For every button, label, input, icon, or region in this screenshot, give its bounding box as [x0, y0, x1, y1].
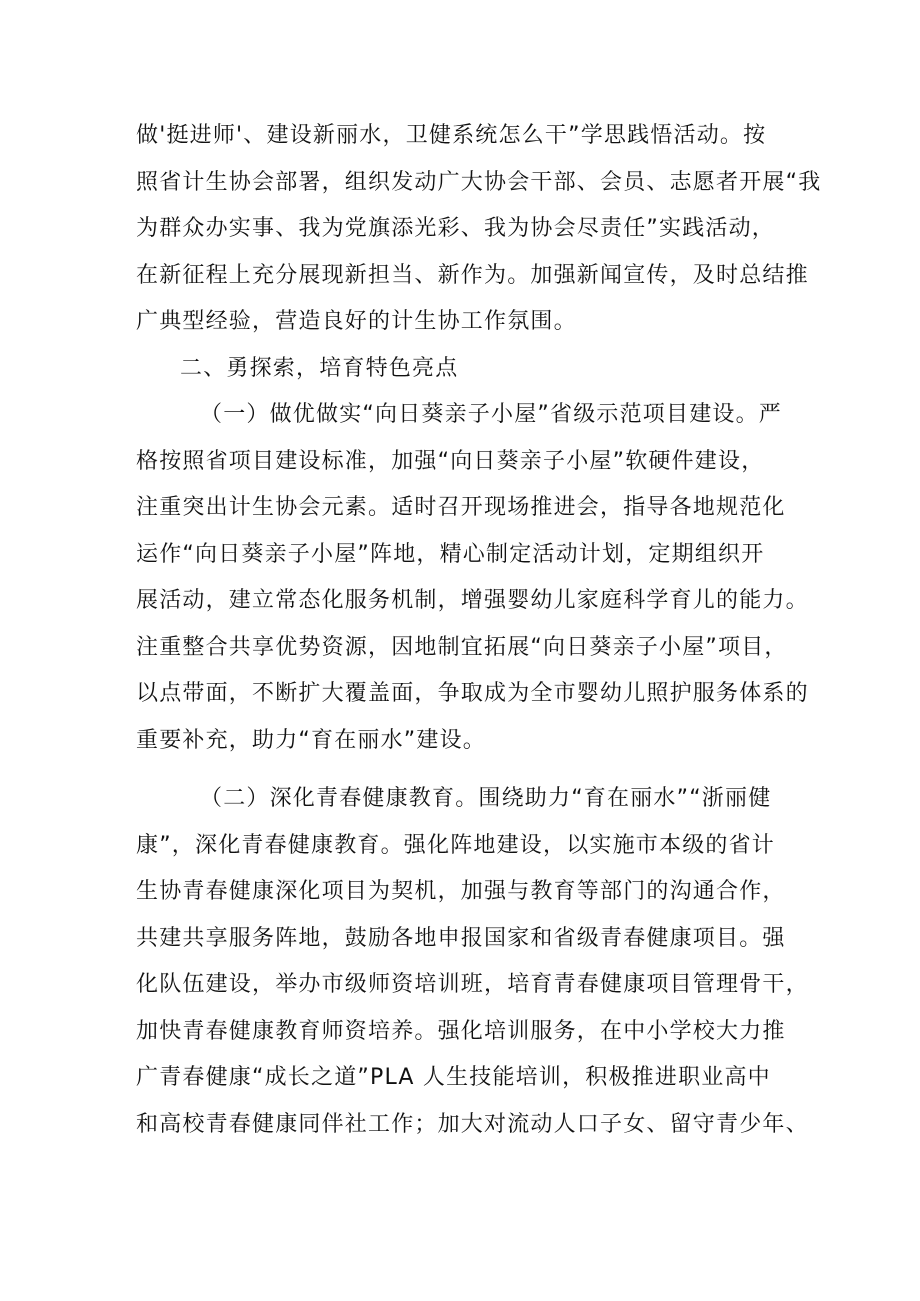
text-line: 展活动，建立常态化服务机制，增强婴幼儿家庭科学育儿的能力。	[136, 588, 809, 613]
text-line: 以点带面，不断扩大覆盖面，争取成为全市婴幼儿照护服务体系的	[136, 681, 809, 706]
text-line: 注重整合共享优势资源，因地制宜拓展“向日葵亲子小屋”项目，	[136, 634, 788, 660]
text-line: 康”，深化青春健康教育。强化阵地建设，以实施市本级的省计	[136, 832, 775, 858]
paragraph-youth-health	[136, 776, 809, 1148]
paragraph-sunflower-project	[136, 392, 809, 764]
text-line: 和高校青春健康同伴社工作；加大对流动人口子女、留守青少年、	[136, 1111, 809, 1137]
text-line: 在新征程上充分展现新担当、新作为。加强新闻宣传，及时总结推	[136, 262, 809, 288]
text-line: （二）深化青春健康教育。围绕助力“育在丽水”“浙丽健	[200, 786, 772, 811]
text-line: 加快青春健康教育师资培养。强化培训服务，在中小学校大力推	[136, 1018, 786, 1044]
section-heading: 二、勇探索，培育特色亮点	[180, 355, 459, 381]
text-line: 注重突出计生协会元素。适时召开现场推进会，指导各地规范化	[136, 495, 786, 520]
paragraph-continuation	[136, 113, 822, 346]
text-line: 广典型经验，营造良好的计生协工作氛围。	[136, 309, 577, 334]
text-line: 照省计生协会部署，组织发动广大协会干部、会员、志愿者开展“我	[136, 169, 822, 195]
text-line: 共建共享服务阵地，鼓励各地申报国家和省级青春健康项目。强	[136, 925, 786, 951]
text-line: 为群众办实事、我为党旗添光彩、我为协会尽责任”实践活动，	[136, 216, 775, 241]
text-line: 生协青春健康深化项目为契机，加强与教育等部门的沟通合作，	[136, 879, 786, 904]
text-line: 做'挺进师'、建设新丽水，卫健系统怎么干”学思践悟活动。按	[136, 123, 767, 148]
text-line: 运作“向日葵亲子小屋”阵地，精心制定活动计划，定期组织开	[136, 541, 765, 567]
text-line: 化队伍建设，举办市级师资培训班，培育青春健康项目管理骨干，	[136, 972, 809, 997]
document-body	[136, 113, 822, 1148]
text-line: 格按照省项目建设标准，加强“向日葵亲子小屋”软硬件建设，	[136, 448, 765, 474]
paragraph-gap	[136, 764, 796, 776]
text-line: （一）做优做实“向日葵亲子小屋”省级示范项目建设。严	[200, 402, 782, 427]
text-line: 重要补充，助力“育在丽水”建设。	[136, 727, 486, 753]
text-line: 广青春健康“成长之道”PLA 人生技能培训，积极推进职业高中	[136, 1065, 771, 1090]
